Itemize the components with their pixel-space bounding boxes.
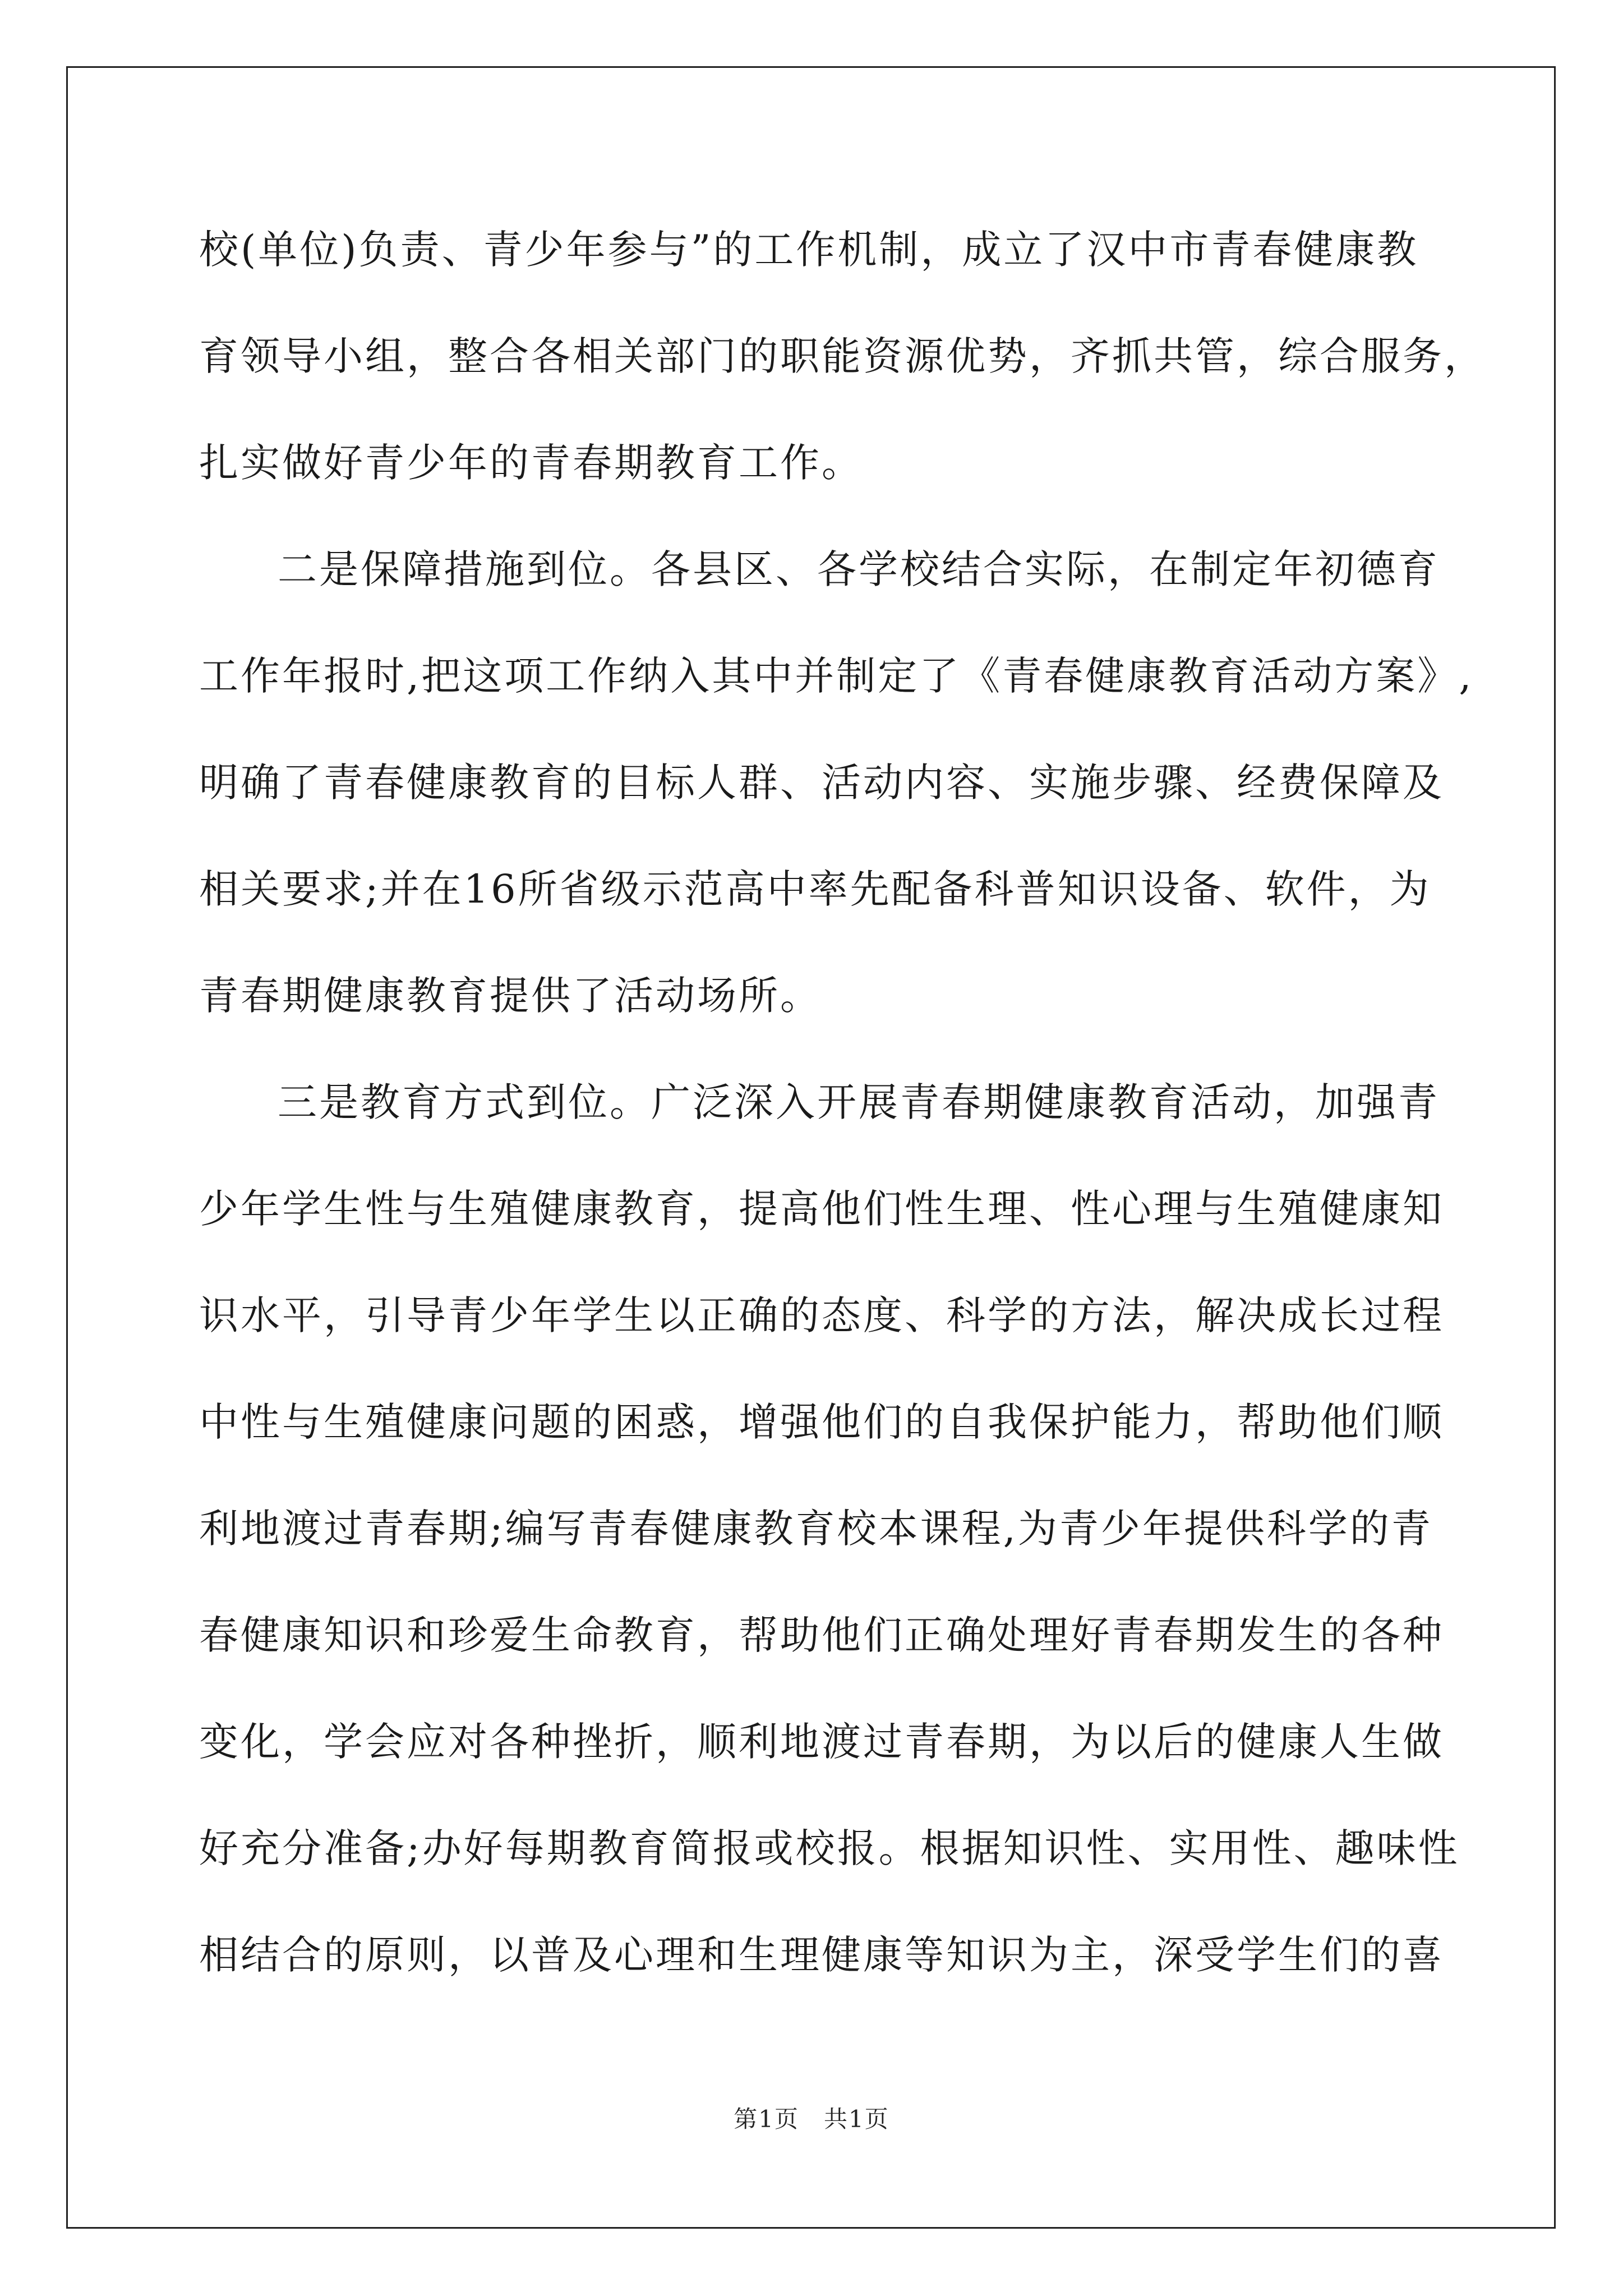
text-line: 明确了青春健康教育的目标人群、活动内容、实施步骤、经费保障及 xyxy=(199,760,1444,806)
paragraph-start-line: 三是教育方式到位。广泛深入开展青春期健康教育活动，加强青 xyxy=(278,1079,1440,1125)
page-footer: 第1页 共1页 xyxy=(734,2105,889,2133)
text-line: 变化，学会应对各种挫折，顺利地渡过青春期，为以后的健康人生做 xyxy=(199,1719,1444,1765)
text-line: 校(单位)负责、青少年参与”的工作机制，成立了汉中市青春健康教 xyxy=(199,227,1419,273)
text-line: 识水平，引导青少年学生以正确的态度、科学的方法，解决成长过程 xyxy=(199,1292,1444,1338)
text-line: 春健康知识和珍爱生命教育，帮助他们正确处理好青春期发生的各种 xyxy=(199,1612,1444,1658)
text-line: 育领导小组，整合各相关部门的职能资源优势，齐抓共管，综合服务， xyxy=(199,333,1486,379)
text-line: 相结合的原则，以普及心理和生理健康等知识为主，深受学生们的喜 xyxy=(199,1932,1444,1978)
text-line: 好充分准备;办好每期教育简报或校报。根据知识性、实用性、趣味性 xyxy=(199,1825,1460,1871)
text-line: 相关要求;并在16所省级示范高中率先配备科普知识设备、软件，为 xyxy=(199,866,1431,912)
document-body xyxy=(199,219,1486,2031)
text-line: 扎实做好青少年的青春期教育工作。 xyxy=(199,440,863,486)
text-line: 少年学生性与生殖健康教育，提高他们性生理、性心理与生殖健康知 xyxy=(199,1186,1444,1232)
text-line: 青春期健康教育提供了活动场所。 xyxy=(199,973,822,1019)
paragraph-start-line: 二是保障措施到位。各县区、各学校结合实际，在制定年初德育 xyxy=(278,546,1440,592)
text-line: 利地渡过青春期;编写青春健康教育校本课程,为青少年提供科学的青 xyxy=(199,1506,1433,1552)
text-line: 工作年报时,把这项工作纳入其中并制定了《青春健康教育活动方案》, xyxy=(199,653,1474,699)
text-line: 中性与生殖健康问题的困惑，增强他们的自我保护能力，帮助他们顺 xyxy=(199,1399,1444,1445)
